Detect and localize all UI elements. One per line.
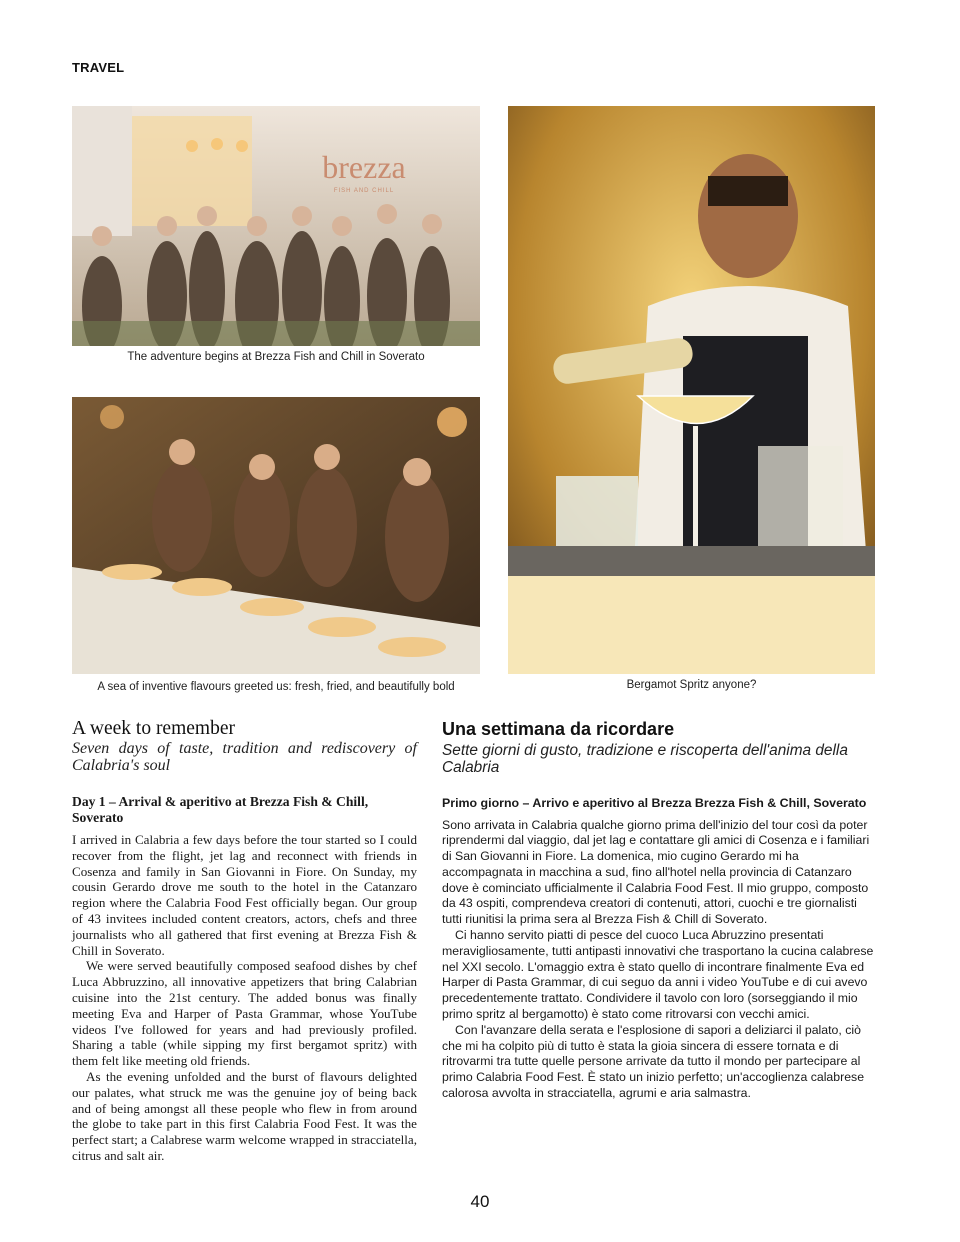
- english-paragraph: I arrived in Calabria a few days before the tour started so I could recover from the flight, jet lag and reconnect with friends in Cosenza and family in San Giovanni in Fiore. On Sunday, my cousin Gerardo drove me south to the hotel in the Catanzaro region where the Calabria Food Fest officially began. Our group of 43 invitees included content creators, actors, chefs and three journalists who all gathered that first evening at Brezza Fish & Chill in Soverato.: [72, 832, 417, 958]
- brezza-sign-text: brezza: [322, 149, 406, 185]
- photo-bartender-spritz: [508, 106, 875, 674]
- brezza-sign-subtext: FISH AND CHILL: [333, 188, 395, 194]
- italian-paragraph: Sono arrivata in Calabria qualche giorno prima dell'inizio del tour così da poter riprendermi dal viaggio, dal jet lag e contattare gli amici di Cosenza e i familiari di San Giovanni in Fiore. La domenica, mio cugino Gerardo mi ha accompagnata in macchina a sud, fino all'hotel nella provincia di Catanzaro dove è cominciato ufficialmente il Calabria Food Fest. Il mio gruppo, composto da 43 ospiti, comprendeva creatori di contenuti, attori, cuochi e tre giornalisti tutti riunitisi la prima sera al Brezza Fish & Chill di Soverato.: [442, 817, 870, 927]
- italian-title: Una settimana da ricordare: [442, 719, 675, 739]
- photo-food-buffet: [72, 397, 480, 674]
- english-subtitle: Seven days of taste, tradition and rediscovery of Calabria's soul: [72, 740, 417, 774]
- section-label: TRAVEL: [72, 60, 125, 75]
- italian-subtitle: Sette giorni di gusto, tradizione e riscoperta dell'anima della Calabria: [442, 742, 848, 776]
- photo-restaurant-crowd: [72, 106, 480, 346]
- english-day-heading: Day 1 – Arrival & aperitivo at Brezza Fish & Chill, Soverato: [72, 794, 369, 825]
- english-title: A week to remember: [72, 718, 235, 739]
- caption-bartender: Bergamot Spritz anyone?: [626, 679, 757, 691]
- page-number: 40: [470, 1192, 490, 1211]
- caption-food-buffet: A sea of inventive flavours greeted us: fresh, fried, and beautifully bold: [97, 681, 455, 693]
- italian-day-heading: Primo giorno – Arrivo e aperitivo al Brezza Brezza Fish & Chill, Soverato: [442, 796, 867, 810]
- italian-article: [442, 718, 874, 1102]
- italian-paragraph: Ci hanno servito piatti di pesce del cuoco Luca Abruzzino presentati meravigliosamente, tutti antipasti innovativi che trasportano la cucina calabrese nel XXI secolo. L'omaggio extra è stato quello di incontrare finalmente Eva ed Harper di Pasta Grammar, di cui seguo da anni i video YouTube e di cui avevo precedentemente trattato. Condividere il tavolo con loro (sorseggiando il mio primo spritz al bergamotto) è stato come ritrovarsi con vecchi amici.: [442, 928, 874, 1022]
- caption-restaurant: The adventure begins at Brezza Fish and Chill in Soverato: [127, 351, 425, 363]
- italian-paragraph: Con l'avanzare della serata e l'esplosione di sapori a deliziarci il palato, ciò che mi ha colpito più di tutto è stata la gioia sincera di essere tornata e di ritrovarmi tra tutte quelle persone arrivate da tutto il mondo per partecipare al primo Calabria Food Fest. È stato un inizio perfetto; un'accoglienza calabrese calorosa avvolta in stracciatella, agrumi e aria salmastra.: [442, 1022, 865, 1101]
- english-article: [72, 718, 417, 1164]
- english-paragraph: We were served beautifully composed seafood dishes by chef Luca Abbruzzino, all innovative appetizers that bring Calabrian cuisine into the 21st century. The added bonus was finally meeting Eva and Harper of Pasta Grammar, whose YouTube videos I've followed for years and had previously profiled. Sharing a table (while sipping my first bergamot spritz) with them felt like meeting old friends.: [72, 958, 417, 1069]
- english-paragraph: As the evening unfolded and the burst of flavours delighted our palates, what struck me was the genuine joy of being back and of being amongst all these people who flew in from around the globe to take part in this first Calabria Food Fest. It was the perfect start; a Calabrese warm welcome wrapped in stracciatella, citrus and salt air.: [72, 1068, 417, 1163]
